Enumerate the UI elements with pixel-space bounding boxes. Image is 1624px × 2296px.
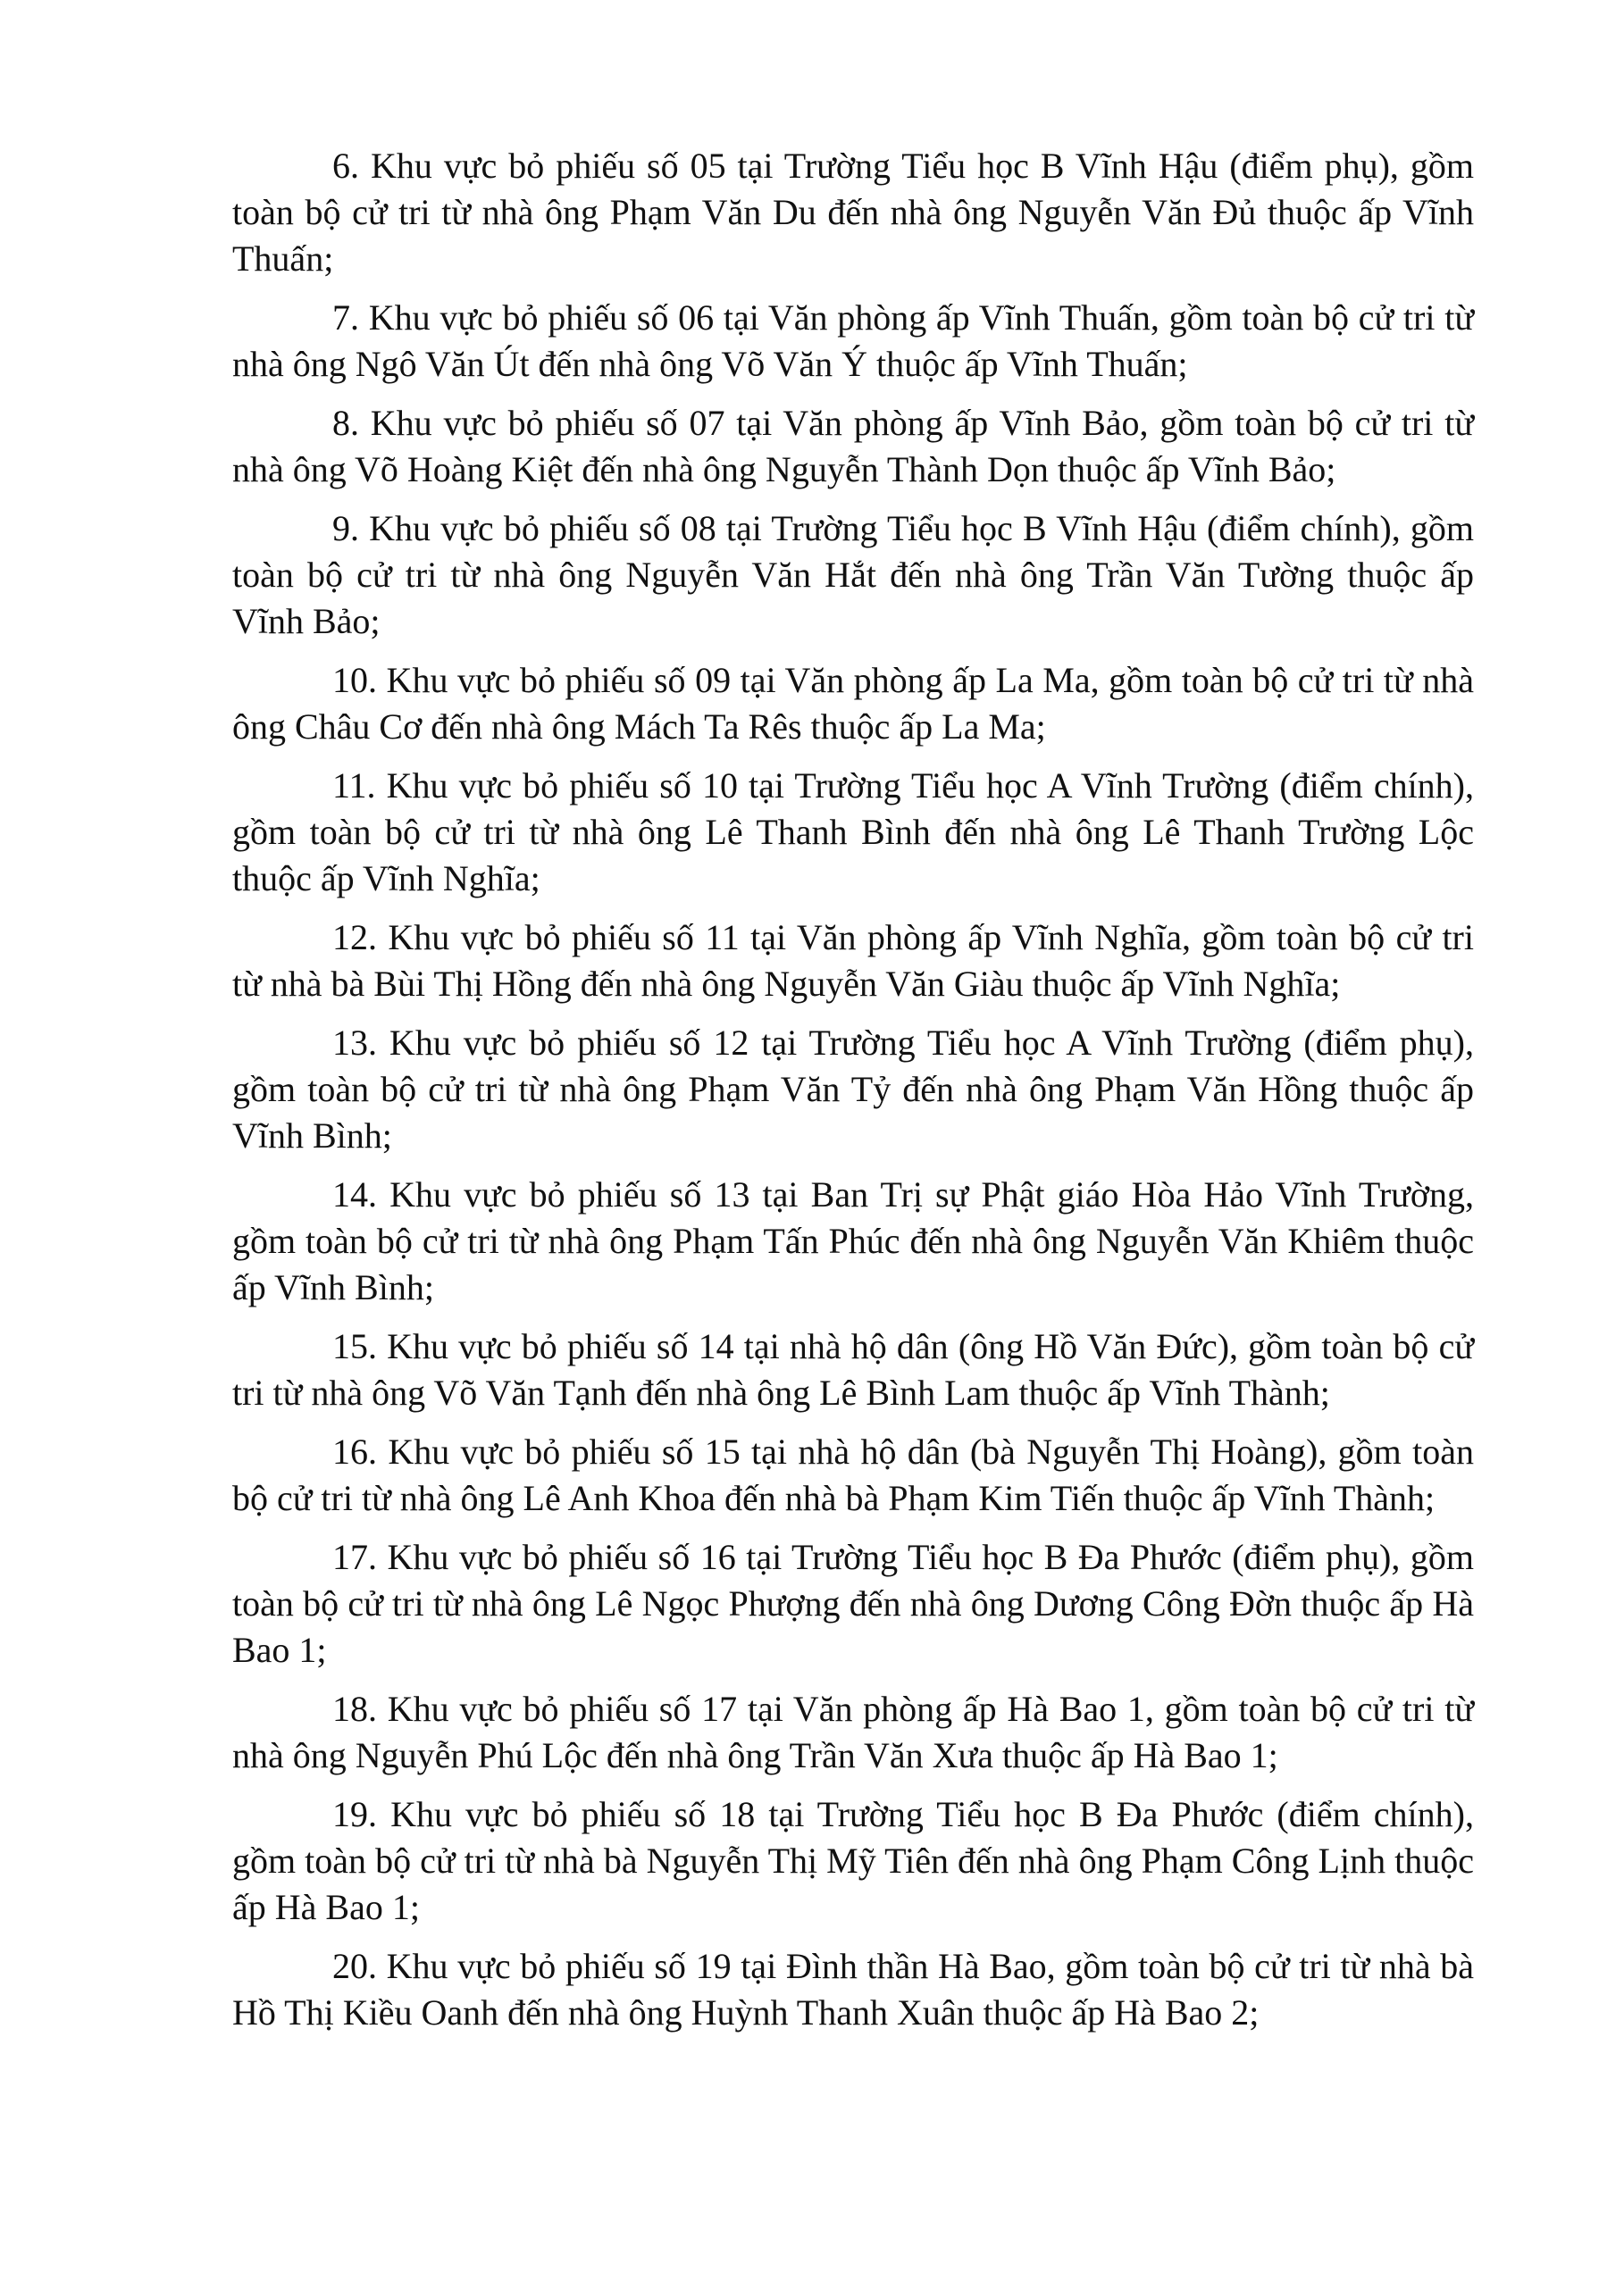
paragraph-item-17: 17. Khu vực bỏ phiếu số 16 tại Trường Tiểu học B Đa Phước (điểm phụ), gồm toàn bộ cử tri từ nhà ông Lê Ngọc Phượng đến nhà ông Dương Công Đờn thuộc ấp Hà Bao 1; bbox=[232, 1537, 1474, 1670]
paragraph-item-10: 10. Khu vực bỏ phiếu số 09 tại Văn phòng ấp La Ma, gồm toàn bộ cử tri từ nhà ông Châu Cơ đến nhà ông Mách Ta Rês thuộc ấp La Ma; bbox=[232, 660, 1474, 747]
paragraph-item-20: 20. Khu vực bỏ phiếu số 19 tại Đình thần Hà Bao, gồm toàn bộ cử tri từ nhà bà Hồ Thị Kiều Oanh đến nhà ông Huỳnh Thanh Xuân thuộc ấp Hà Bao 2; bbox=[232, 1946, 1474, 2033]
paragraph-item-19: 19. Khu vực bỏ phiếu số 18 tại Trường Tiểu học B Đa Phước (điểm chính), gồm toàn bộ cử tri từ nhà bà Nguyễn Thị Mỹ Tiên đến nhà ông Phạm Công Lịnh thuộc ấp Hà Bao 1; bbox=[232, 1794, 1474, 1927]
paragraph-item-14: 14. Khu vực bỏ phiếu số 13 tại Ban Trị sự Phật giáo Hòa Hảo Vĩnh Trường, gồm toàn bộ cử tri từ nhà ông Phạm Tấn Phúc đến nhà ông Nguyễn Văn Khiêm thuộc ấp Vĩnh Bình; bbox=[232, 1174, 1474, 1307]
paragraph-item-7: 7. Khu vực bỏ phiếu số 06 tại Văn phòng ấp Vĩnh Thuấn, gồm toàn bộ cử tri từ nhà ông Ngô Văn Út đến nhà ông Võ Văn Ý thuộc ấp Vĩnh Thuấn; bbox=[232, 297, 1474, 384]
paragraph-item-13: 13. Khu vực bỏ phiếu số 12 tại Trường Tiểu học A Vĩnh Trường (điểm phụ), gồm toàn bộ cử tri từ nhà ông Phạm Văn Tỷ đến nhà ông Phạm Văn Hồng thuộc ấp Vĩnh Bình; bbox=[232, 1023, 1474, 1156]
paragraph-item-11: 11. Khu vực bỏ phiếu số 10 tại Trường Tiểu học A Vĩnh Trường (điểm chính), gồm toàn bộ cử tri từ nhà ông Lê Thanh Bình đến nhà ông Lê Thanh Trường Lộc thuộc ấp Vĩnh Nghĩa; bbox=[232, 765, 1474, 898]
paragraph-item-18: 18. Khu vực bỏ phiếu số 17 tại Văn phòng ấp Hà Bao 1, gồm toàn bộ cử tri từ nhà ông Nguyễn Phú Lộc đến nhà ông Trần Văn Xưa thuộc ấp Hà Bao 1; bbox=[232, 1689, 1474, 1775]
paragraph-item-8: 8. Khu vực bỏ phiếu số 07 tại Văn phòng ấp Vĩnh Bảo, gồm toàn bộ cử tri từ nhà ông Võ Hoàng Kiệt đến nhà ông Nguyễn Thành Dọn thuộc ấp Vĩnh Bảo; bbox=[232, 403, 1474, 489]
paragraph-item-16: 16. Khu vực bỏ phiếu số 15 tại nhà hộ dân (bà Nguyễn Thị Hoàng), gồm toàn bộ cử tri từ nhà ông Lê Anh Khoa đến nhà bà Phạm Kim Tiến thuộc ấp Vĩnh Thành; bbox=[232, 1432, 1474, 1518]
paragraph-item-6: 6. Khu vực bỏ phiếu số 05 tại Trường Tiểu học B Vĩnh Hậu (điểm phụ), gồm toàn bộ cử tri từ nhà ông Phạm Văn Du đến nhà ông Nguyễn Văn Đủ thuộc ấp Vĩnh Thuấn; bbox=[232, 146, 1474, 279]
paragraph-item-15: 15. Khu vực bỏ phiếu số 14 tại nhà hộ dân (ông Hồ Văn Đức), gồm toàn bộ cử tri từ nhà ông Võ Văn Tạnh đến nhà ông Lê Bình Lam thuộc ấp Vĩnh Thành; bbox=[232, 1326, 1474, 1413]
paragraph-item-9: 9. Khu vực bỏ phiếu số 08 tại Trường Tiểu học B Vĩnh Hậu (điểm chính), gồm toàn bộ cử tri từ nhà ông Nguyễn Văn Hắt đến nhà ông Trần Văn Tường thuộc ấp Vĩnh Bảo; bbox=[232, 508, 1474, 641]
paragraph-item-12: 12. Khu vực bỏ phiếu số 11 tại Văn phòng ấp Vĩnh Nghĩa, gồm toàn bộ cử tri từ nhà bà Bùi Thị Hồng đến nhà ông Nguyễn Văn Giàu thuộc ấp Vĩnh Nghĩa; bbox=[232, 917, 1474, 1004]
document-body bbox=[232, 143, 1474, 2049]
